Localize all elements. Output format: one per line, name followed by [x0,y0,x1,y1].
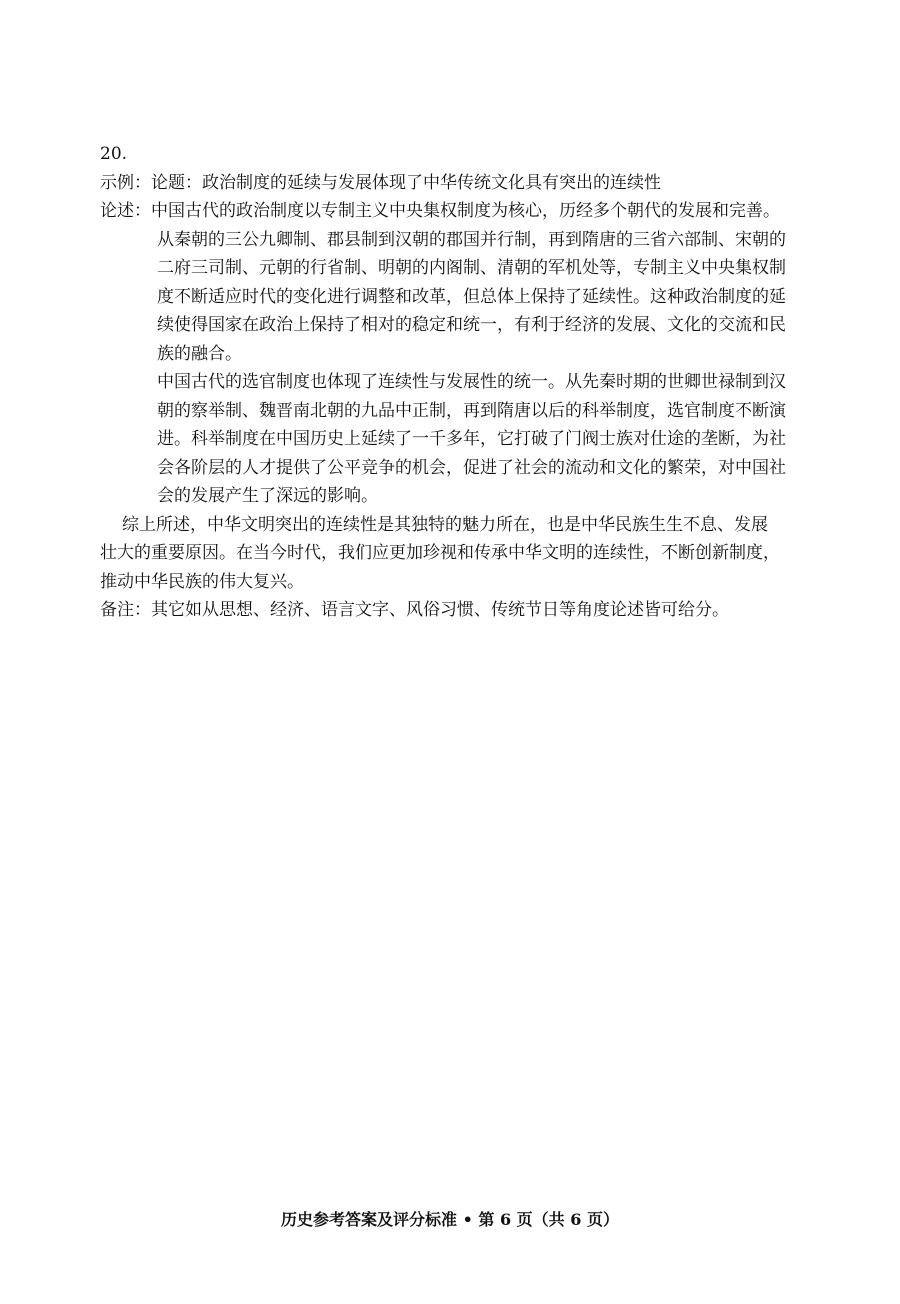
conclusion-line: 综上所述，中华文明突出的连续性是其独特的魅力所在，也是中华民族生生不息、发展 [122,514,768,535]
grading-note: 备注：其它如从思想、经济、语言文字、风俗习惯、传统节日等角度论述皆可给分。 [100,600,729,620]
argument-body [151,197,780,226]
argument-para1-line: 续使得国家在政治上保持了相对的稳定和统一，有利于经济的发展、文化的交流和民 [157,315,786,335]
argument-para2-line: 会各阶层的人才提供了公平竞争的机会，促进了社会的流动和文化的繁荣，对中国社 [157,457,786,478]
argument-para1-line: 二府三司制、元朝的行省制、明朝的内阁制、清朝的军机处等，专制主义中央集权制 [157,258,786,278]
example-label: 示例： [100,172,151,193]
argument-label: 论述： [100,201,151,221]
answer-content [100,140,820,625]
argument-para2 [100,368,820,511]
example-thesis: 论题：政治制度的延续与发展体现了中华传统文化具有突出的连续性 [151,172,661,193]
argument-para2-line: 会的发展产生了深远的影响。 [157,486,378,506]
conclusion-line: 壮大的重要原因。在当今时代，我们应更加珍视和传承中华文明的连续性，不断创新制度， [100,543,780,563]
argument-para1-line: 中国古代的政治制度以专制主义中央集权制度为核心，历经多个朝代的发展和完善。 [151,201,780,221]
argument-para2-line: 朝的察举制、魏晋南北朝的九品中正制，再到隋唐以后的科举制度，选官制度不断演 [157,400,786,421]
argument-para2-line: 中国古代的选官制度也体现了连续性与发展性的统一。从先秦时期的世卿世禄制到汉 [157,372,786,392]
question-number: 20. [100,144,128,164]
page-footer: 历史参考答案及评分标准 • 第 6 页（共 6 页） [281,1210,619,1229]
conclusion-line: 推动中华民族的伟大复兴。 [100,571,304,592]
conclusion-paragraph [100,511,820,597]
argument-para1-continued [100,226,820,369]
argument-para1-line: 度不断适应时代的变化进行调整和改革，但总体上保持了延续性。这种政治制度的延 [157,286,786,307]
argument-block [100,197,820,226]
example-row [100,169,820,198]
argument-para1-line: 从秦朝的三公九卿制、郡县制到汉朝的郡国并行制，再到隋唐的三省六部制、宋朝的 [157,229,786,250]
argument-para2-line: 进。科举制度在中国历史上延续了一千多年，它打破了门阀士族对仕途的垄断，为社 [157,429,786,449]
argument-para1-line: 族的融合。 [157,343,242,364]
